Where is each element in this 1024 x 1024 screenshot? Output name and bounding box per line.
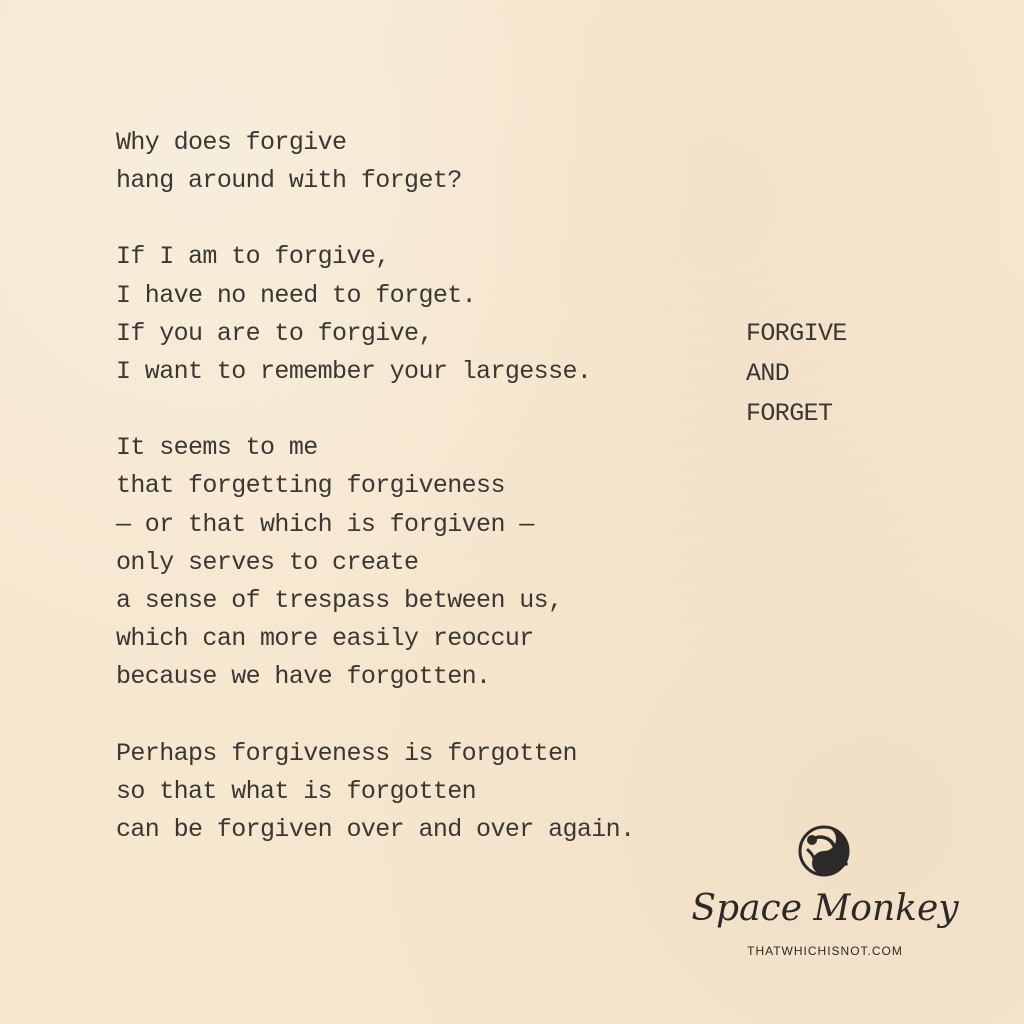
poem-line: If you are to forgive,: [116, 318, 433, 348]
poem-title: [746, 314, 847, 434]
poem-line: I want to remember your largesse.: [116, 357, 592, 387]
poem-line: that forgetting forgiveness: [116, 471, 505, 501]
poem-line: so that what is forgotten: [116, 776, 477, 806]
poem-line: a sense of trespass between us,: [116, 586, 563, 616]
monkey-yin-yang-icon: [796, 820, 852, 882]
poem-body: [116, 124, 716, 887]
poem-line: can be forgiven over and over again.: [116, 815, 635, 845]
poem-line: because we have forgotten.: [116, 662, 491, 692]
poem-line: — or that which is forgiven —: [116, 509, 534, 539]
poem-line: only serves to create: [116, 547, 419, 577]
stanza-3: [116, 429, 716, 696]
poem-line: Perhaps forgiveness is forgotten: [116, 738, 577, 768]
stanza-2: [116, 238, 716, 391]
stanza-4: [116, 735, 716, 850]
stanza-1: [116, 124, 716, 200]
title-line: FORGIVE: [746, 319, 847, 348]
brand-url: THATWHICHISNOT.COM: [747, 944, 903, 958]
brand-name: Space Monkey: [691, 888, 959, 929]
title-line: FORGET: [746, 399, 833, 428]
poem-line: If I am to forgive,: [116, 242, 390, 272]
poem-line: Why does forgive: [116, 128, 347, 157]
poem-line: It seems to me: [116, 433, 318, 463]
poem-line: which can more easily reoccur: [116, 624, 534, 654]
poem-line: I have no need to forget.: [116, 280, 477, 310]
brand-signature: [690, 820, 960, 970]
title-line: AND: [746, 359, 790, 388]
poem-line: hang around with forget?: [116, 166, 462, 196]
